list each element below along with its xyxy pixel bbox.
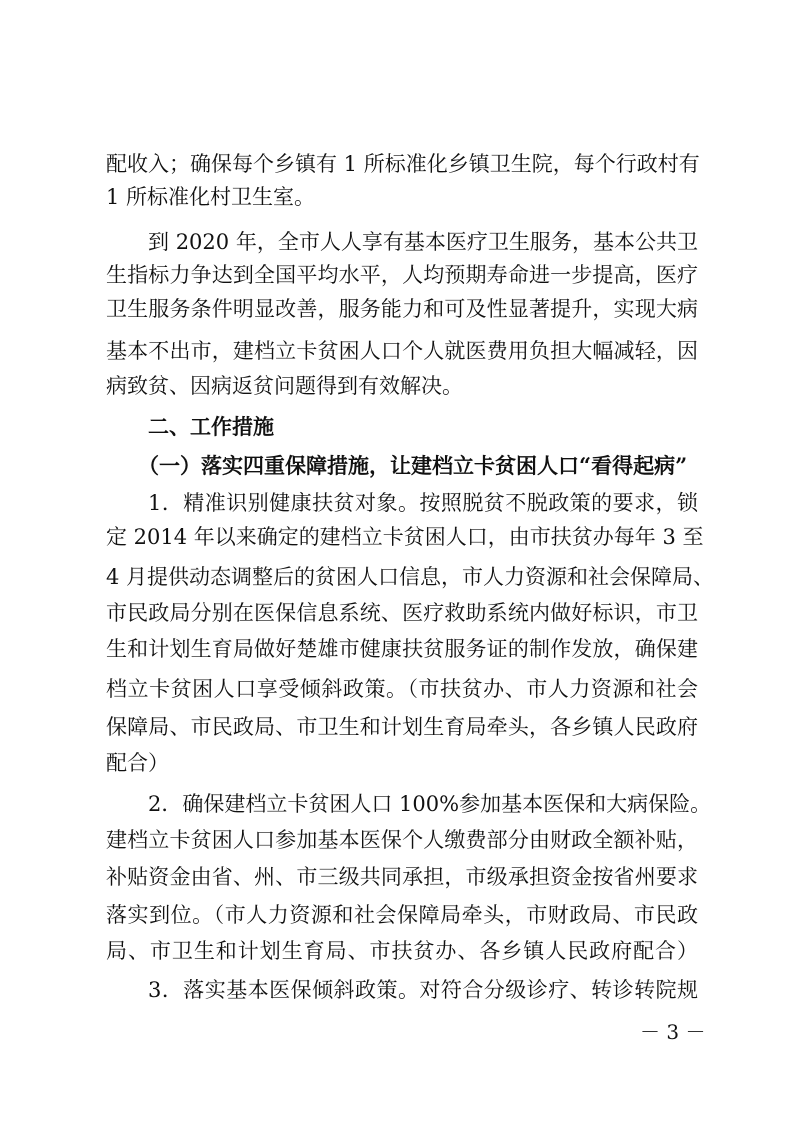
body-text-line: 卫生服务条件明显改善，服务能力和可及性显著提升，实现大病 [106,297,698,321]
body-text-line: 1 所标准化村卫生室。 [106,185,316,209]
body-text-line: 市民政局分别在医保信息系统、医疗救助系统内做好标识，市卫 [106,601,698,625]
body-text-line: 基本不出市，建档立卡贫困人口个人就医费用负担大幅减轻，因 [106,339,698,363]
body-text-line: 1．精准识别健康扶贫对象。按照脱贫不脱政策的要求，锁 [148,491,698,515]
section-heading: 二、工作措施 [148,415,274,439]
body-text-line: 生指标力争达到全国平均水平，人均预期寿命进一步提高，医疗 [106,263,698,287]
body-text-line: 2．确保建档立卡贫困人口 100%参加基本医保和大病保险。 [148,792,712,816]
body-text-line: 保障局、市民政局、市卫生和计划生育局牵头，各乡镇人民政府 [106,715,698,739]
body-text-line: 建档立卡贫困人口参加基本医保个人缴费部分由财政全额补贴， [106,828,698,852]
body-text-line: 档立卡贫困人口享受倾斜政策。（市扶贫办、市人力资源和社会 [106,677,698,701]
body-text-line: 4 月提供动态调整后的贫困人口信息，市人力资源和社会保障局、 [106,565,715,589]
body-text-line: 配合） [106,751,169,775]
body-text-line: 局、市卫生和计划生育局、市扶贫办、各乡镇人民政府配合） [106,939,698,963]
body-text-line: 3．落实基本医保倾斜政策。对符合分级诊疗、转诊转院规 [148,978,698,1002]
body-text-line: 病致贫、因病返贫问题得到有效解决。 [106,374,463,398]
subsection-heading: （一）落实四重保障措施，让建档立卡贫困人口“看得起病” [138,453,688,478]
body-text-line: 生和计划生育局做好楚雄市健康扶贫服务证的制作发放，确保建 [106,637,698,661]
body-text-line: 配收入；确保每个乡镇有 1 所标准化乡镇卫生院，每个行政村有 [106,152,700,176]
body-text-line: 定 2014 年以来确定的建档立卡贫困人口，由市扶贫办每年 3 至 [106,525,704,549]
body-text-line: 落实到位。（市人力资源和社会保障局牵头，市财政局、市民政 [106,903,698,927]
body-text-line: 补贴资金由省、州、市三级共同承担，市级承担资金按省州要求 [106,865,698,889]
body-text-line: 到 2020 年，全市人人享有基本医疗卫生服务，基本公共卫 [148,230,698,254]
page-number: － 3 － [640,1020,706,1044]
